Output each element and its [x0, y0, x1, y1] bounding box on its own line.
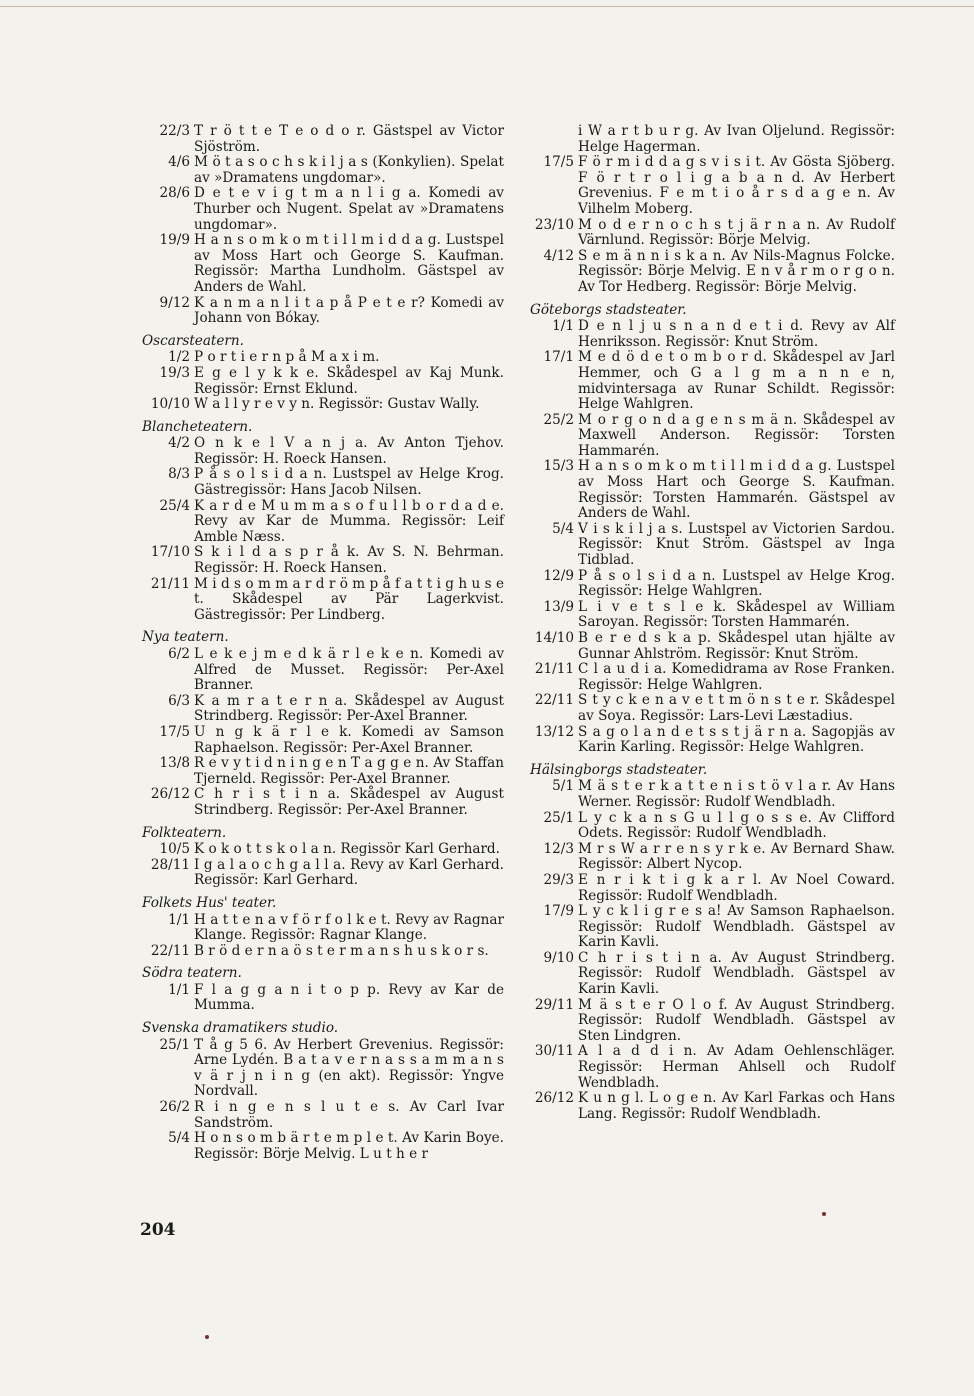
entry-date: 25/4	[159, 497, 190, 514]
entry-date: 30/11	[534, 1043, 574, 1060]
entry-date: 22/3	[159, 123, 190, 139]
performance-entry	[530, 779, 895, 810]
performance-entry	[530, 631, 895, 662]
entry-date: 29/11	[534, 996, 574, 1013]
entry-text: L i v e t s l e k. Skådespel av William Saroyan. Regissör: Torsten Hammarén.	[578, 598, 895, 631]
entry-text: P o r t i e r n p å M a x i m.	[194, 349, 380, 366]
entry-text: O n k e l V a n j a. Av Anton Tjehov. Regissör: H. Roeck Hansen.	[194, 435, 504, 467]
entry-text: U n g k ä r l e k. Komedi av Samson Raphaelson. Regissör: Per-Axel Branner.	[194, 723, 504, 756]
performance-entry	[530, 124, 895, 155]
performance-entry	[142, 397, 504, 413]
entry-text: C h r i s t i n a. Skådespel av August Strindberg. Regissör: Per-Axel Branner.	[194, 786, 504, 818]
performance-entry	[142, 725, 504, 756]
entry-date: 6/3	[168, 692, 190, 709]
performance-entry	[142, 787, 504, 818]
performance-entry	[530, 155, 895, 217]
entry-text: M o r g o n d a g e n s m ä n. Skådespel av Maxwell Anderson. Regissör: Torsten Hammarén.	[578, 411, 895, 459]
entry-date: 15/3	[543, 458, 574, 475]
entry-text: E g e l y k k e. Skådespel av Kaj Munk. Regissör: Ernst Eklund.	[194, 364, 504, 397]
entry-text: E n r i k t i g k a r l. Av Noel Coward. Regissör: Rudolf Wendbladh.	[578, 871, 895, 904]
performance-entry	[530, 998, 895, 1045]
entry-date: 12/3	[543, 840, 574, 857]
performance-entry	[142, 647, 504, 694]
entry-date: 21/11	[534, 661, 574, 678]
entry-date: 25/1	[543, 809, 574, 826]
entry-date: 14/10	[534, 630, 574, 646]
entry-text: L e k e j m e d k ä r l e k e n. Komedi av Alfred de Musset. Regissör: Per-Axel Branner.	[194, 646, 504, 694]
entry-text: S a g o l a n d e t s s t j ä r n a. Sagopjäs av Karin Karling. Regissör: Helge Wahlgren.	[578, 723, 895, 756]
performance-entry	[530, 873, 895, 904]
performance-entry	[142, 124, 504, 155]
performance-entry	[530, 842, 895, 873]
entry-date: 22/11	[150, 942, 190, 959]
entry-text: M i d s o m m a r d r ö m p å f a t t i g h u s e t. Skådespel av Pär Lagerkvist. Gästregissör: Per Lindberg.	[194, 575, 504, 623]
top-rule	[0, 6, 974, 7]
performance-entry	[530, 725, 895, 756]
entry-date	[530, 124, 578, 155]
entry-text: M ä s t e r k a t t e n i s t ö v l a r. Av Hans Werner. Regissör: Rudolf Wendbladh.	[578, 778, 895, 810]
performance-entry	[530, 413, 895, 460]
performance-entry	[530, 459, 895, 521]
entry-text: S e m ä n n i s k a n. Av Nils-Magnus Folcke. Regissör: Börje Melvig. E n v å r m o r g o n. Av Tor Hedberg. Regissör: Börje Melvig.	[578, 247, 895, 295]
entry-date: 12/9	[543, 567, 574, 584]
entry-date: 26/2	[159, 1099, 190, 1116]
theatre-heading: Oscarsteatern.	[142, 332, 245, 349]
entry-text: M r s W a r r e n s y r k e. Av Bernard Shaw. Regissör: Albert Nycop.	[578, 840, 895, 873]
performance-entry	[530, 350, 895, 412]
ink-dot	[205, 1335, 209, 1339]
performance-entry	[142, 350, 504, 366]
performance-entry	[530, 569, 895, 600]
entry-text: K u n g l. L o g e n. Av Karl Farkas och Hans Lang. Regissör: Rudolf Wendbladh.	[578, 1090, 895, 1122]
performance-entry	[142, 694, 504, 725]
theatre-heading: Folkteatern.	[142, 824, 227, 841]
performance-entry	[142, 1038, 504, 1100]
entry-date: 17/10	[150, 544, 190, 561]
performance-entry	[142, 913, 504, 944]
performance-entry	[530, 1091, 895, 1122]
entry-date: 29/3	[543, 871, 574, 888]
entry-text: P å s o l s i d a n. Lustspel av Helge Krog. Gästregissör: Hans Jacob Nilsen.	[194, 466, 504, 499]
performance-entry	[142, 366, 504, 397]
entry-text: D e t e v i g t m a n l i g a. Komedi av Thurber och Nugent. Spelat av »Dramatens ungdomar».	[194, 185, 504, 233]
entry-date: 4/6	[168, 154, 190, 171]
entry-date: 8/3	[168, 466, 190, 483]
entry-text: M e d ö d e t o m b o r d. Skådespel av Jarl Hemmer, och G a l g m a n n e n, midvintersaga av Runar Schildt. Regissör: Helge Wahlgren.	[578, 349, 895, 413]
entry-date: 5/1	[552, 778, 574, 795]
entry-text: B e r e d s k a p. Skådespel utan hjälte av Gunnar Ahlström. Regissör: Knut Ström.	[578, 630, 895, 662]
performance-entry	[142, 944, 504, 960]
theatre-heading: Hälsingborgs stadsteater.	[530, 761, 708, 778]
entry-text: H o n s o m b ä r t e m p l e t. Av Karin Boye. Regissör: Börje Melvig. L u t h e r	[194, 1130, 504, 1162]
entry-text: M ä s t e r O l o f. Av August Strindberg. Regissör: Rudolf Wendbladh. Gästspel av Sten Lindgren.	[578, 996, 895, 1044]
entry-text: B r ö d e r n a ö s t e r m a n s h u s k o r s.	[194, 942, 489, 959]
performance-entry	[530, 600, 895, 631]
entry-text: I g a l a o c h g a l l a. Revy av Karl Gerhard. Regissör: Karl Gerhard.	[194, 856, 504, 889]
entry-date: 21/11	[150, 575, 190, 592]
entry-text: F l a g g a n i t o p p. Revy av Kar de Mumma.	[194, 981, 504, 1014]
entry-date: 9/10	[543, 949, 574, 966]
performance-entry	[530, 249, 895, 296]
entry-date: 10/5	[159, 841, 190, 858]
entry-date: 17/5	[159, 723, 190, 740]
performance-entry	[530, 904, 895, 951]
entry-date: 5/4	[168, 1130, 190, 1147]
entry-date: 4/2	[168, 435, 190, 452]
theatre-heading: Folkets Hus' teater.	[142, 894, 277, 911]
entry-text: F ö r m i d d a g s v i s i t. Av Gösta Sjöberg. F ö r t r o l i g a b a n d. Av Herbert Grevenius. F e m t i o å r s d a g e n. Av Vilhelm Moberg.	[578, 154, 895, 217]
performance-entry	[530, 522, 895, 569]
performance-entry	[142, 983, 504, 1014]
entry-date: 1/2	[168, 349, 190, 366]
entry-text: i W a r t b u r g. Av Ivan Oljelund. Regissör: Helge Hagerman.	[578, 123, 895, 155]
performance-entry	[530, 1044, 895, 1091]
entry-text: H a n s o m k o m t i l l m i d d a g. Lustspel av Moss Hart och George S. Kaufman. Regissör: Martha Lundholm. Gästspel av Anders de Wahl.	[194, 232, 504, 295]
entry-text: K o k o t t s k o l a n. Regissör Karl Gerhard.	[194, 841, 500, 858]
entry-date: 22/11	[534, 692, 574, 709]
entry-date: 17/1	[543, 349, 574, 366]
performance-entry	[530, 693, 895, 724]
ink-dot	[822, 1212, 826, 1216]
entry-text: W a l l y r e v y n. Regissör: Gustav Wally.	[194, 396, 480, 413]
theatre-heading: Nya teatern.	[142, 629, 229, 646]
entry-text: V i s k i l j a s. Lustspel av Victorien Sardou. Regissör: Knut Ström. Gästspel av Inga Tidblad.	[578, 520, 895, 569]
entry-date: 19/3	[159, 364, 190, 381]
entry-date: 19/9	[159, 232, 190, 249]
entry-text: L y c k l i g r e s a! Av Samson Raphaelson. Regissör: Rudolf Wendbladh. Gästspel av Karin Kavli.	[578, 903, 895, 951]
entry-date: 25/2	[543, 411, 574, 428]
entry-date: 4/12	[543, 247, 574, 264]
entry-text: C l a u d i a. Komedidrama av Rose Franken. Regissör: Helge Wahlgren.	[578, 661, 895, 693]
entry-date: 10/10	[150, 396, 190, 413]
entry-date: 17/5	[543, 154, 574, 171]
performance-entry	[142, 756, 504, 787]
entry-date: 17/9	[543, 903, 574, 920]
entry-text: H a n s o m k o m t i l l m i d d a g. Lustspel av Moss Hart och George S. Kaufman. Regissör: Torsten Hammarén. Gästspel av Anders de Wahl.	[578, 458, 895, 522]
entry-text: H a t t e n a v f ö r f o l k e t. Revy av Ragnar Klange. Regissör: Ragnar Klange.	[194, 911, 504, 944]
entry-date: 13/9	[543, 598, 574, 615]
theatre-heading: Svenska dramatikers studio.	[142, 1020, 339, 1037]
entry-date: 26/12	[534, 1090, 574, 1107]
entry-date: 9/12	[159, 294, 190, 311]
theatre-heading: Södra teatern.	[142, 965, 242, 982]
right-column	[530, 124, 895, 1122]
entry-date: 13/8	[159, 755, 190, 772]
performance-entry	[142, 436, 504, 467]
entry-date: 1/1	[552, 318, 574, 335]
entry-date: 23/10	[534, 216, 574, 233]
entry-text: C h r i s t i n a. Av August Strindberg. Regissör: Rudolf Wendbladh. Gästspel av Karin Kavli.	[578, 949, 895, 998]
entry-text: K a m r a t e r n a. Skådespel av August Strindberg. Regissör: Per-Axel Branner.	[194, 692, 504, 725]
entry-text: A l a d d i n. Av Adam Oehlenschläger. Regissör: Herman Ahlsell och Rudolf Wendbladh.	[578, 1043, 895, 1091]
performance-entry	[530, 811, 895, 842]
performance-entry	[530, 319, 895, 350]
entry-date: 28/11	[150, 856, 190, 873]
entry-text: R i n g e n s l u t e s. Av Carl Ivar Sandström.	[194, 1099, 504, 1131]
entry-date: 5/4	[552, 520, 574, 537]
theatre-heading: Blancheteatern.	[142, 418, 253, 435]
entry-text: S t y c k e n a v e t t m ö n s t e r. Skådespel av Soya. Regissör: Lars-Levi Læstadius.	[578, 692, 895, 724]
entry-text: D e n l j u s n a n d e t i d. Revy av Alf Henriksson. Regissör: Knut Ström.	[578, 318, 895, 350]
entry-date: 25/1	[159, 1036, 190, 1053]
performance-entry	[142, 1100, 504, 1131]
entry-text: M o d e r n o c h s t j ä r n a n. Av Rudolf Värnlund. Regissör: Börje Melvig.	[578, 216, 895, 249]
entry-date: 1/1	[168, 981, 190, 998]
performance-entry	[142, 155, 504, 186]
performance-entry	[142, 577, 504, 624]
performance-entry	[142, 1131, 504, 1162]
performance-entry	[142, 186, 504, 233]
performance-entry	[142, 233, 504, 295]
page-number: 204	[140, 1220, 176, 1240]
performance-entry	[142, 296, 504, 327]
entry-date: 1/1	[168, 911, 190, 928]
entry-date: 26/12	[150, 786, 190, 803]
entry-text: R e v y t i d n i n g e n T a g g e n. Av Staffan Tjerneld. Regissör: Per-Axel Branner.	[194, 755, 504, 787]
entry-text: K a n m a n l i t a p å P e t e r? Komedi av Johann von Bókay.	[194, 294, 504, 327]
entry-text: M ö t a s o c h s k i l j a s (Konkylien). Spelat av »Dramatens ungdomar».	[194, 154, 504, 186]
performance-entry	[142, 499, 504, 546]
entry-date: 13/12	[534, 723, 574, 740]
entry-date: 28/6	[159, 185, 190, 202]
entry-text: K a r d e M u m m a s o f u l l b o r d a d e. Revy av Kar de Mumma. Regissör: Leif Amble Næss.	[194, 497, 504, 545]
entry-text: L y c k a n s G u l l g o s s e. Av Clifford Odets. Regissör: Rudolf Wendbladh.	[578, 809, 895, 842]
performance-entry	[142, 545, 504, 576]
performance-entry	[530, 951, 895, 998]
performance-entry	[530, 218, 895, 249]
entry-text: T å g 5 6. Av Herbert Grevenius. Regissör: Arne Lydén. B a t a v e r n a s s a m m a n s v ä r j n i n g (en akt). Regissör: Yngve Nordvall.	[194, 1036, 504, 1100]
performance-entry	[142, 858, 504, 889]
theatre-heading: Göteborgs stadsteater.	[530, 301, 687, 318]
entry-text: P å s o l s i d a n. Lustspel av Helge Krog. Regissör: Helge Wahlgren.	[578, 567, 895, 600]
performance-entry	[142, 467, 504, 498]
entry-text: S k i l d a s p r å k. Av S. N. Behrman. Regissör: H. Roeck Hansen.	[194, 544, 504, 577]
left-column	[142, 124, 504, 1162]
entry-text: T r ö t t e T e o d o r. Gästspel av Victor Sjöström.	[194, 123, 504, 155]
performance-entry	[142, 842, 504, 858]
entry-date: 6/2	[168, 646, 190, 662]
performance-entry	[530, 662, 895, 693]
